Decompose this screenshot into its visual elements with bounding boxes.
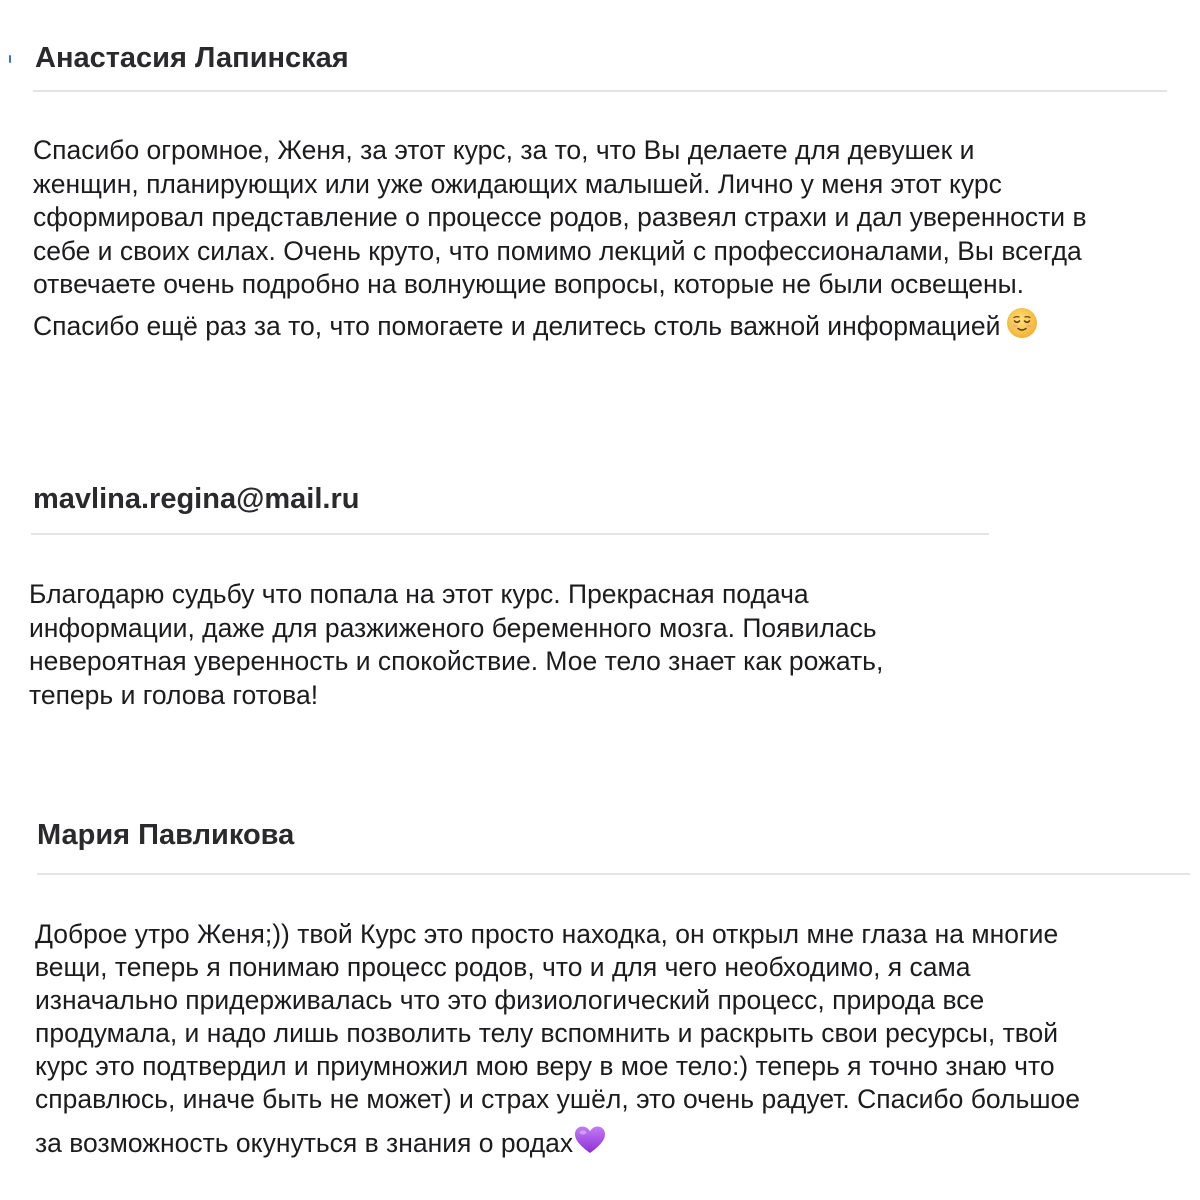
review-author: mavlina.regina@mail.ru: [33, 483, 360, 515]
review-paragraph: [33, 307, 1183, 348]
author-divider: [31, 533, 989, 535]
review-paragraph: [35, 918, 1195, 1164]
review-body: [33, 134, 1183, 347]
text-line: Благодарю судьбу что попала на этот курс. Прекрасная подача: [29, 579, 809, 609]
review-body: [29, 578, 1029, 712]
text-line: вещи, теперь я понимаю процесс родов, что и для чего необходимо, я сама: [35, 952, 971, 982]
text-line: сформировал представление о процессе родов, развеял страхи и дал уверенности в: [33, 202, 1087, 232]
text-line: курс это подтвердил и приумножил мою веру в мое тело:) теперь я точно знаю что: [35, 1051, 1055, 1081]
review-author: Анастасия Лапинская: [35, 42, 349, 74]
review-author: Мария Павликова: [37, 819, 295, 851]
text-line: теперь и голова готова!: [29, 679, 319, 710]
review-card: [0, 780, 1200, 1200]
author-divider: [37, 873, 1190, 875]
review-paragraph: [33, 134, 1183, 302]
purple-heart-icon: [573, 1124, 607, 1164]
text-segment: Спасибо ещё раз за то, что помогаете и делитесь столь важной информацией: [33, 310, 1001, 341]
text-line: справлюсь, иначе быть не может) и страх ушёл, это очень радует. Спасибо большое: [35, 1084, 1081, 1114]
text-line: изначально придерживалась что это физиологический процесс, природа все: [35, 985, 985, 1015]
text-line: Доброе утро Женя;)) твой Курс это просто находка, он открыл мне глаза на многие: [35, 919, 1059, 949]
text-line: отвечаете очень подробно на волнующие вопросы, которые не были освещены.: [33, 269, 1024, 299]
review-card: [0, 0, 1200, 400]
text-line: себе и своих силах. Очень круто, что помимо лекций с профессионалами, Вы всегда: [33, 235, 1082, 266]
text-line: информации, даже для разжиженого беременного мозга. Появилась: [29, 612, 877, 643]
review-card: [0, 440, 1200, 770]
text-segment: за возможность окунуться в знания о родах: [35, 1128, 574, 1158]
author-divider: [33, 90, 1167, 92]
text-line: [35, 1124, 1195, 1164]
review-body: [35, 918, 1195, 1164]
text-line: невероятная уверенность и спокойствие. Мое тело знает как рожать,: [29, 646, 884, 676]
relieved-face-icon: [1006, 307, 1038, 348]
text-line: женщин, планирующих или уже ожидающих малышей. Лично у меня этот курс: [33, 168, 1002, 199]
text-line: [33, 307, 1183, 348]
text-line: Спасибо огромное, Женя, за этот курс, за то, что Вы делаете для девушек и: [33, 135, 975, 165]
text-line: продумала, и надо лишь позволить телу вспомнить и раскрыть свои ресурсы, твой: [35, 1018, 1059, 1048]
review-paragraph: [29, 578, 1029, 712]
